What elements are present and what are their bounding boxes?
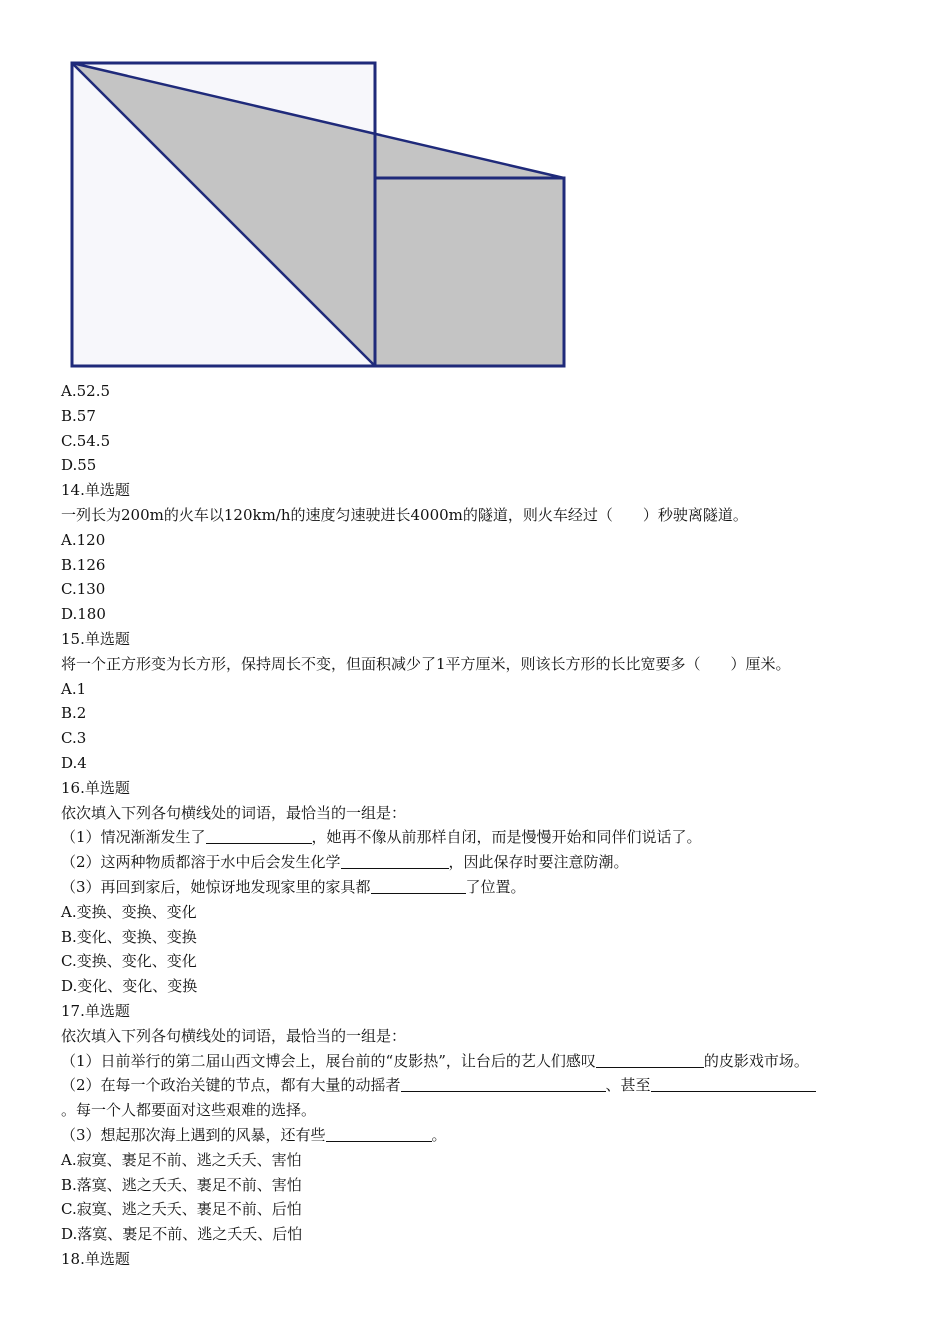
q17-sentence-2 xyxy=(61,1073,941,1098)
q16-s1-start: （1）情况渐渐发生了 xyxy=(61,828,206,847)
q14-stem: 一列长为200m的火车以120km/h的速度匀速驶进长4000m的隧道，则火车经过（ ）秒驶离隧道。 xyxy=(61,505,748,524)
geometry-figure-icon xyxy=(64,55,574,373)
q17-option-d: D.落寞、裹足不前、逃之夭夭、后怕 xyxy=(61,1225,303,1244)
q17-stem: 依次填入下列各句横线处的词语，最恰当的一组是： xyxy=(61,1026,407,1045)
q14-header: 14.单选题 xyxy=(61,481,130,500)
q13-option-a: A.52.5 xyxy=(61,382,110,400)
q15-option-d: D.4 xyxy=(61,753,87,772)
fill-blank xyxy=(326,1126,432,1142)
q16-header: 16.单选题 xyxy=(61,778,130,797)
q16-option-b: B.变化、变换、变换 xyxy=(61,927,197,946)
q16-option-c: C.变换、变化、变化 xyxy=(61,952,197,971)
q15-option-a: A.1 xyxy=(61,679,87,698)
q15-option-c: C.3 xyxy=(61,729,87,748)
q17-s2-mid: 、甚至 xyxy=(605,1076,651,1095)
q17-s1-start: （1）日前举行的第二届山西文博会上，展台前的“皮影热”，让台后的艺人们感叹 xyxy=(61,1051,596,1070)
q17-option-b: B.落寞、逃之夭夭、裹足不前、害怕 xyxy=(61,1175,302,1194)
q13-option-b: B.57 xyxy=(61,406,96,425)
q15-stem: 将一个正方形变为长方形，保持周长不变，但面积减少了1平方厘米，则该长方形的长比宽要多（ ）厘米。 xyxy=(61,654,791,673)
q17-s3-end: 。 xyxy=(431,1125,447,1144)
q14-option-c: C.130 xyxy=(61,580,106,599)
fill-blank xyxy=(341,853,449,869)
q17-s1-end: 的皮影戏市场。 xyxy=(703,1051,809,1070)
q17-s3-start: （3）想起那次海上遇到的风暴，还有些 xyxy=(61,1125,326,1144)
q15-option-b: B.2 xyxy=(61,704,87,723)
q17-header: 17.单选题 xyxy=(61,1001,130,1020)
q14-option-b: B.126 xyxy=(61,555,106,574)
q16-stem: 依次填入下列各句横线处的词语，最恰当的一组是： xyxy=(61,803,407,822)
q16-s2-end: ，因此保存时要注意防潮。 xyxy=(448,853,629,872)
fill-blank xyxy=(596,1052,704,1068)
q16-sentence-1 xyxy=(61,825,941,850)
q17-sentence-3 xyxy=(61,1123,941,1148)
fill-blank xyxy=(206,828,312,844)
q18-header: 18.单选题 xyxy=(61,1249,130,1268)
q13-option-d: D.55 xyxy=(61,456,97,475)
q17-option-a: A.寂寞、裹足不前、逃之夭夭、害怕 xyxy=(61,1150,302,1169)
q16-s3-start: （3）再回到家后，她惊讶地发现家里的家具都 xyxy=(61,877,371,896)
q16-option-d: D.变化、变化、变换 xyxy=(61,977,198,996)
q16-sentence-2 xyxy=(61,850,941,875)
q17-option-c: C.寂寞、逃之夭夭、裹足不前、后怕 xyxy=(61,1200,302,1219)
fill-blank xyxy=(401,1076,606,1092)
q16-s1-end: ，她再不像从前那样自闭，而是慢慢开始和同伴们说话了。 xyxy=(311,828,702,847)
q17-sentence-2-cont: 。每一个人都要面对这些艰难的选择。 xyxy=(61,1101,317,1120)
q16-option-a: A.变换、变换、变化 xyxy=(61,902,197,921)
q16-s2-start: （2）这两种物质都溶于水中后会发生化学 xyxy=(61,853,341,872)
q17-s2-start: （2）在每一个政治关键的节点，都有大量的动摇者 xyxy=(61,1076,401,1095)
fill-blank xyxy=(371,878,466,894)
question-list xyxy=(61,379,941,1272)
q17-sentence-1 xyxy=(61,1049,941,1074)
fill-blank xyxy=(651,1076,816,1092)
q14-option-d: D.180 xyxy=(61,605,106,624)
q16-sentence-3 xyxy=(61,875,941,900)
q14-option-a: A.120 xyxy=(61,530,106,549)
q15-header: 15.单选题 xyxy=(61,629,130,648)
q13-option-c: C.54.5 xyxy=(61,431,111,450)
q16-s3-end: 了位置。 xyxy=(465,877,526,896)
